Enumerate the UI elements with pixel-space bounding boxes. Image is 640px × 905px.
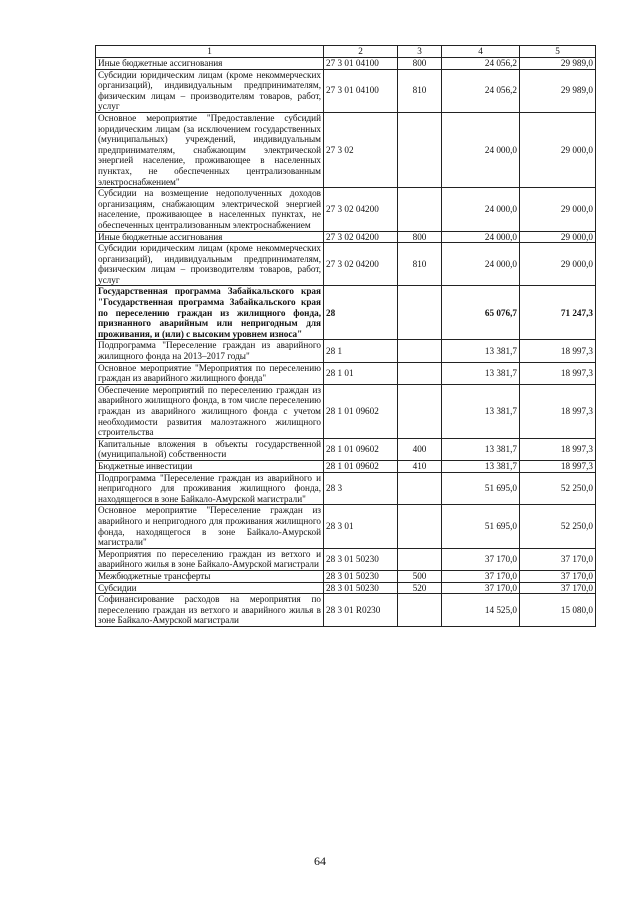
table-row xyxy=(96,58,596,70)
row-expense-type xyxy=(398,472,442,505)
row-code: 27 3 01 04100 xyxy=(324,69,398,112)
row-expense-type xyxy=(398,340,442,362)
row-expense-type: 810 xyxy=(398,243,442,286)
table-row xyxy=(96,582,596,594)
row-amount-year-2: 15 080,0 xyxy=(520,594,596,627)
row-code: 27 3 02 xyxy=(324,112,398,187)
row-name: Основное мероприятие "Мероприятия по переселению граждан из аварийного жилищного фонда" xyxy=(96,362,324,384)
row-amount-year-2: 71 247,3 xyxy=(520,286,596,340)
row-code: 28 3 xyxy=(324,472,398,505)
row-name: Обеспечение мероприятий по переселению граждан из аварийного жилищного фонда, в том числе переселению граждан из аварийного жилищного фонда с учетом необходимости развития малоэтажного жилищного строительства xyxy=(96,384,324,438)
row-amount-year-1: 13 381,7 xyxy=(442,438,520,460)
row-code: 27 3 02 04200 xyxy=(324,188,398,231)
header-col-3: 3 xyxy=(398,46,442,58)
row-expense-type xyxy=(398,384,442,438)
row-expense-type: 800 xyxy=(398,231,442,243)
row-name: Мероприятия по переселению граждан из ветхого и аварийного жилья в зоне Байкало-Амурской магистрали xyxy=(96,548,324,570)
header-col-2: 2 xyxy=(324,46,398,58)
row-name: Субсидии xyxy=(96,582,324,594)
row-name: Бюджетные инвестиции xyxy=(96,460,324,472)
row-expense-type: 410 xyxy=(398,460,442,472)
row-name: Капитальные вложения в объекты государственной (муниципальной) собственности xyxy=(96,438,324,460)
header-col-4: 4 xyxy=(442,46,520,58)
table-row xyxy=(96,438,596,460)
row-amount-year-1: 51 695,0 xyxy=(442,505,520,548)
table-row xyxy=(96,231,596,243)
row-name: Подпрограмма "Переселение граждан из аварийного и непригодного для проживания жилищного фонда, находящегося в зоне Байкало-Амурской магистрали" xyxy=(96,472,324,505)
row-amount-year-1: 24 000,0 xyxy=(442,188,520,231)
row-amount-year-1: 13 381,7 xyxy=(442,460,520,472)
row-amount-year-1: 13 381,7 xyxy=(442,362,520,384)
row-amount-year-2: 18 997,3 xyxy=(520,384,596,438)
row-expense-type xyxy=(398,548,442,570)
row-name: Иные бюджетные ассигнования xyxy=(96,58,324,70)
row-amount-year-2: 18 997,3 xyxy=(520,460,596,472)
table-row xyxy=(96,505,596,548)
row-expense-type xyxy=(398,286,442,340)
row-code: 27 3 02 04200 xyxy=(324,231,398,243)
row-amount-year-1: 24 000,0 xyxy=(442,243,520,286)
row-expense-type: 400 xyxy=(398,438,442,460)
row-amount-year-1: 13 381,7 xyxy=(442,340,520,362)
row-amount-year-2: 29 989,0 xyxy=(520,58,596,70)
row-expense-type: 500 xyxy=(398,570,442,582)
row-name: Межбюджетные трансферты xyxy=(96,570,324,582)
row-amount-year-2: 18 997,3 xyxy=(520,362,596,384)
row-code: 28 1 01 09602 xyxy=(324,460,398,472)
row-expense-type xyxy=(398,362,442,384)
table-row xyxy=(96,286,596,340)
row-amount-year-2: 18 997,3 xyxy=(520,340,596,362)
row-amount-year-1: 24 056,2 xyxy=(442,69,520,112)
row-amount-year-1: 13 381,7 xyxy=(442,384,520,438)
row-code: 27 3 02 04200 xyxy=(324,243,398,286)
row-code: 28 3 01 50230 xyxy=(324,570,398,582)
row-name: Государственная программа Забайкальского края "Государственная программа Забайкальского края по переселению граждан из жилищного фонда, признанного аварийным или непригодным для проживания, и (или) с высоким уровнем износа" xyxy=(96,286,324,340)
row-amount-year-1: 51 695,0 xyxy=(442,472,520,505)
table-row xyxy=(96,594,596,627)
row-amount-year-1: 24 056,2 xyxy=(442,58,520,70)
table-row xyxy=(96,69,596,112)
row-expense-type: 800 xyxy=(398,58,442,70)
table-row xyxy=(96,362,596,384)
row-amount-year-2: 29 000,0 xyxy=(520,231,596,243)
table-row xyxy=(96,340,596,362)
header-row xyxy=(96,46,596,58)
row-amount-year-2: 18 997,3 xyxy=(520,438,596,460)
row-amount-year-2: 52 250,0 xyxy=(520,505,596,548)
row-code: 28 xyxy=(324,286,398,340)
row-amount-year-1: 37 170,0 xyxy=(442,570,520,582)
row-name: Субсидии юридическим лицам (кроме некоммерческих организаций), индивидуальным предпринимателям, физическим лицам – производителям товаров, работ, услуг xyxy=(96,243,324,286)
row-amount-year-1: 24 000,0 xyxy=(442,231,520,243)
row-name: Субсидии на возмещение недополученных доходов организациям, снабжающим электрической энергией население, проживающее в населенных пунктах, не обеспеченных централизованным электроснабжением xyxy=(96,188,324,231)
page-number: 64 xyxy=(314,854,326,868)
table-row xyxy=(96,548,596,570)
row-expense-type: 810 xyxy=(398,69,442,112)
row-expense-type xyxy=(398,188,442,231)
row-code: 28 3 01 xyxy=(324,505,398,548)
row-code: 28 3 01 R0230 xyxy=(324,594,398,627)
row-amount-year-1: 24 000,0 xyxy=(442,112,520,187)
row-amount-year-1: 14 525,0 xyxy=(442,594,520,627)
row-name: Основное мероприятие "Переселение граждан из аварийного и непригодного для проживания жилищного фонда, находящегося в зоне Байкало-Амурской магистрали" xyxy=(96,505,324,548)
row-code: 28 1 01 xyxy=(324,362,398,384)
row-amount-year-2: 37 170,0 xyxy=(520,570,596,582)
header-col-1: 1 xyxy=(96,46,324,58)
row-expense-type xyxy=(398,112,442,187)
row-amount-year-2: 29 989,0 xyxy=(520,69,596,112)
table-row xyxy=(96,460,596,472)
table-header xyxy=(96,46,596,58)
table-row xyxy=(96,243,596,286)
row-name: Субсидии юридическим лицам (кроме некоммерческих организаций), индивидуальным предпринимателям, физическим лицам – производителям товаров, работ, услуг xyxy=(96,69,324,112)
table-row xyxy=(96,570,596,582)
row-expense-type xyxy=(398,505,442,548)
row-amount-year-2: 29 000,0 xyxy=(520,243,596,286)
table-row xyxy=(96,112,596,187)
row-code: 28 3 01 50230 xyxy=(324,548,398,570)
row-code: 27 3 01 04100 xyxy=(324,58,398,70)
row-name: Подпрограмма "Переселение граждан из аварийного жилищного фонда на 2013–2017 годы" xyxy=(96,340,324,362)
row-amount-year-1: 37 170,0 xyxy=(442,582,520,594)
table-row xyxy=(96,384,596,438)
header-col-5: 5 xyxy=(520,46,596,58)
row-amount-year-2: 29 000,0 xyxy=(520,112,596,187)
row-code: 28 3 01 50230 xyxy=(324,582,398,594)
row-expense-type: 520 xyxy=(398,582,442,594)
row-amount-year-2: 52 250,0 xyxy=(520,472,596,505)
row-amount-year-2: 37 170,0 xyxy=(520,548,596,570)
budget-table xyxy=(95,45,596,627)
row-amount-year-1: 37 170,0 xyxy=(442,548,520,570)
row-name: Иные бюджетные ассигнования xyxy=(96,231,324,243)
row-amount-year-2: 37 170,0 xyxy=(520,582,596,594)
table-row xyxy=(96,188,596,231)
row-code: 28 1 xyxy=(324,340,398,362)
row-code: 28 1 01 09602 xyxy=(324,384,398,438)
row-name: Основное мероприятие "Предоставление субсидий юридическим лицам (за исключением государственных (муниципальных) учреждений, индивидуальным предпринимателям, снабжающим электрической энергией население, проживающее в населенных пунктах, не обеспеченных централизованным электроснабжением" xyxy=(96,112,324,187)
row-name: Софинансирование расходов на мероприятия по переселению граждан из ветхого и аварийного жилья в зоне Байкало-Амурской магистрали xyxy=(96,594,324,627)
row-code: 28 1 01 09602 xyxy=(324,438,398,460)
row-amount-year-2: 29 000,0 xyxy=(520,188,596,231)
row-expense-type xyxy=(398,594,442,627)
row-amount-year-1: 65 076,7 xyxy=(442,286,520,340)
table-row xyxy=(96,472,596,505)
table-body xyxy=(96,58,596,627)
